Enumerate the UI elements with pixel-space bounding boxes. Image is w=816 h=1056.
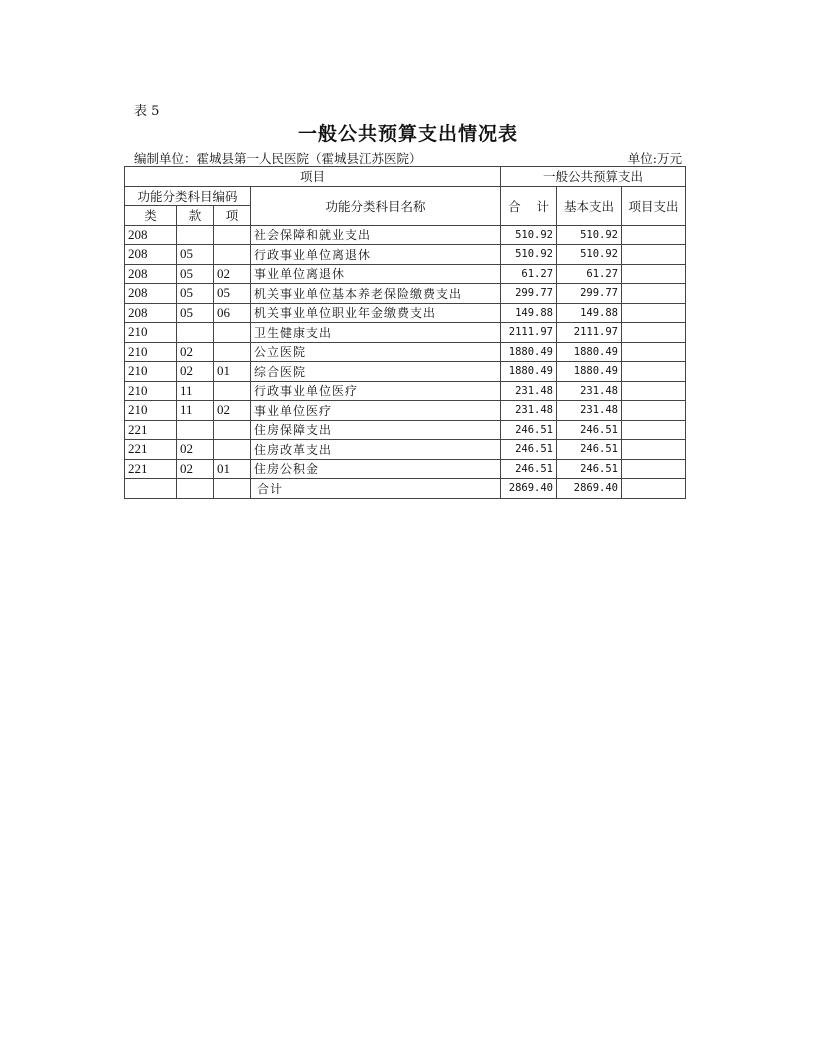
cell-lei: 208 [125,245,177,265]
cell-basic: 246.51 [557,440,622,460]
budget-table [124,166,686,499]
table-body [125,225,686,498]
cell-lei: 210 [125,362,177,382]
cell-project [622,420,686,440]
cell-name: 住房保障支出 [251,420,501,440]
cell-basic: 299.77 [557,284,622,304]
total-value: 2869.40 [501,479,557,499]
table-row [125,264,686,284]
unit-label: 单位:万元 [627,151,682,166]
cell-basic: 510.92 [557,225,622,245]
table-row [125,401,686,421]
cell-xiang: 02 [214,401,251,421]
cell-project [622,264,686,284]
table-number: 表 5 [134,104,160,119]
cell-xiang [214,440,251,460]
cell-kuan: 05 [177,245,214,265]
total-label: 合计 [251,479,501,499]
cell-basic: 1880.49 [557,362,622,382]
header-basic: 基本支出 [557,186,622,225]
cell-xiang [214,225,251,245]
organization-label: 编制单位：霍城县第一人民医院（霍城县江苏医院） [134,151,422,166]
cell-xiang [214,245,251,265]
cell-project [622,303,686,323]
cell-kuan: 05 [177,303,214,323]
cell-lei: 210 [125,342,177,362]
header-item: 项目 [125,167,501,187]
cell-basic: 231.48 [557,381,622,401]
cell-project [622,284,686,304]
cell-lei: 208 [125,225,177,245]
table-row [125,459,686,479]
cell-total: 231.48 [501,381,557,401]
cell-kuan: 05 [177,264,214,284]
cell-name: 机关事业单位职业年金缴费支出 [251,303,501,323]
cell-project [622,401,686,421]
cell-xiang [214,342,251,362]
cell-name: 事业单位医疗 [251,401,501,421]
table-row [125,342,686,362]
cell-kuan: 05 [177,284,214,304]
table-row [125,381,686,401]
table-row [125,420,686,440]
header-kuan: 款 [177,206,214,226]
cell-lei: 221 [125,459,177,479]
cell-kuan: 02 [177,342,214,362]
cell-xiang: 01 [214,362,251,382]
header-row-1 [125,167,686,187]
cell-xiang: 02 [214,264,251,284]
total-row [125,479,686,499]
cell-project [622,342,686,362]
cell-project [622,225,686,245]
header-name: 功能分类科目名称 [251,186,501,225]
cell-xiang: 05 [214,284,251,304]
cell-name: 综合医院 [251,362,501,382]
cell-total: 2111.97 [501,323,557,343]
header-code-group: 功能分类科目编码 [125,186,251,206]
header-project: 项目支出 [622,186,686,225]
cell-xiang: 06 [214,303,251,323]
cell-lei: 208 [125,284,177,304]
cell-kuan: 02 [177,459,214,479]
cell-name: 行政事业单位医疗 [251,381,501,401]
header-budget: 一般公共预算支出 [501,167,686,187]
cell-basic: 149.88 [557,303,622,323]
header-lei: 类 [125,206,177,226]
table-row [125,225,686,245]
cell-basic: 246.51 [557,420,622,440]
cell-project [622,440,686,460]
table-row [125,440,686,460]
cell-project [622,459,686,479]
cell-project [622,381,686,401]
total-project [622,479,686,499]
cell-total: 231.48 [501,401,557,421]
header-row-2 [125,186,686,206]
cell-name: 公立医院 [251,342,501,362]
cell-empty [125,479,177,499]
cell-total: 510.92 [501,225,557,245]
cell-project [622,323,686,343]
cell-total: 61.27 [501,264,557,284]
cell-name: 住房公积金 [251,459,501,479]
cell-project [622,245,686,265]
cell-empty [214,479,251,499]
cell-name: 机关事业单位基本养老保险缴费支出 [251,284,501,304]
cell-kuan: 02 [177,362,214,382]
table-row [125,303,686,323]
cell-basic: 510.92 [557,245,622,265]
cell-name: 行政事业单位离退休 [251,245,501,265]
cell-lei: 221 [125,440,177,460]
cell-xiang: 01 [214,459,251,479]
cell-kuan [177,420,214,440]
cell-project [622,362,686,382]
table-row [125,323,686,343]
cell-name: 事业单位离退休 [251,264,501,284]
cell-total: 510.92 [501,245,557,265]
cell-lei: 210 [125,381,177,401]
cell-basic: 2111.97 [557,323,622,343]
cell-name: 社会保障和就业支出 [251,225,501,245]
total-basic: 2869.40 [557,479,622,499]
cell-kuan [177,225,214,245]
cell-lei: 208 [125,303,177,323]
cell-xiang [214,381,251,401]
page-title: 一般公共预算支出情况表 [297,123,518,145]
cell-xiang [214,420,251,440]
cell-lei: 210 [125,323,177,343]
cell-basic: 231.48 [557,401,622,421]
table-row [125,245,686,265]
cell-total: 1880.49 [501,342,557,362]
cell-lei: 221 [125,420,177,440]
header-xiang: 项 [214,206,251,226]
cell-kuan: 02 [177,440,214,460]
cell-kuan [177,323,214,343]
cell-kuan: 11 [177,381,214,401]
cell-empty [177,479,214,499]
cell-basic: 61.27 [557,264,622,284]
cell-name: 住房改革支出 [251,440,501,460]
cell-name: 卫生健康支出 [251,323,501,343]
cell-total: 1880.49 [501,362,557,382]
header-total: 合 计 [501,186,557,225]
cell-kuan: 11 [177,401,214,421]
cell-total: 246.51 [501,440,557,460]
cell-lei: 210 [125,401,177,421]
cell-total: 246.51 [501,420,557,440]
cell-total: 246.51 [501,459,557,479]
cell-total: 149.88 [501,303,557,323]
cell-basic: 246.51 [557,459,622,479]
cell-xiang [214,323,251,343]
cell-total: 299.77 [501,284,557,304]
cell-lei: 208 [125,264,177,284]
table-row [125,284,686,304]
cell-basic: 1880.49 [557,342,622,362]
table-row [125,362,686,382]
